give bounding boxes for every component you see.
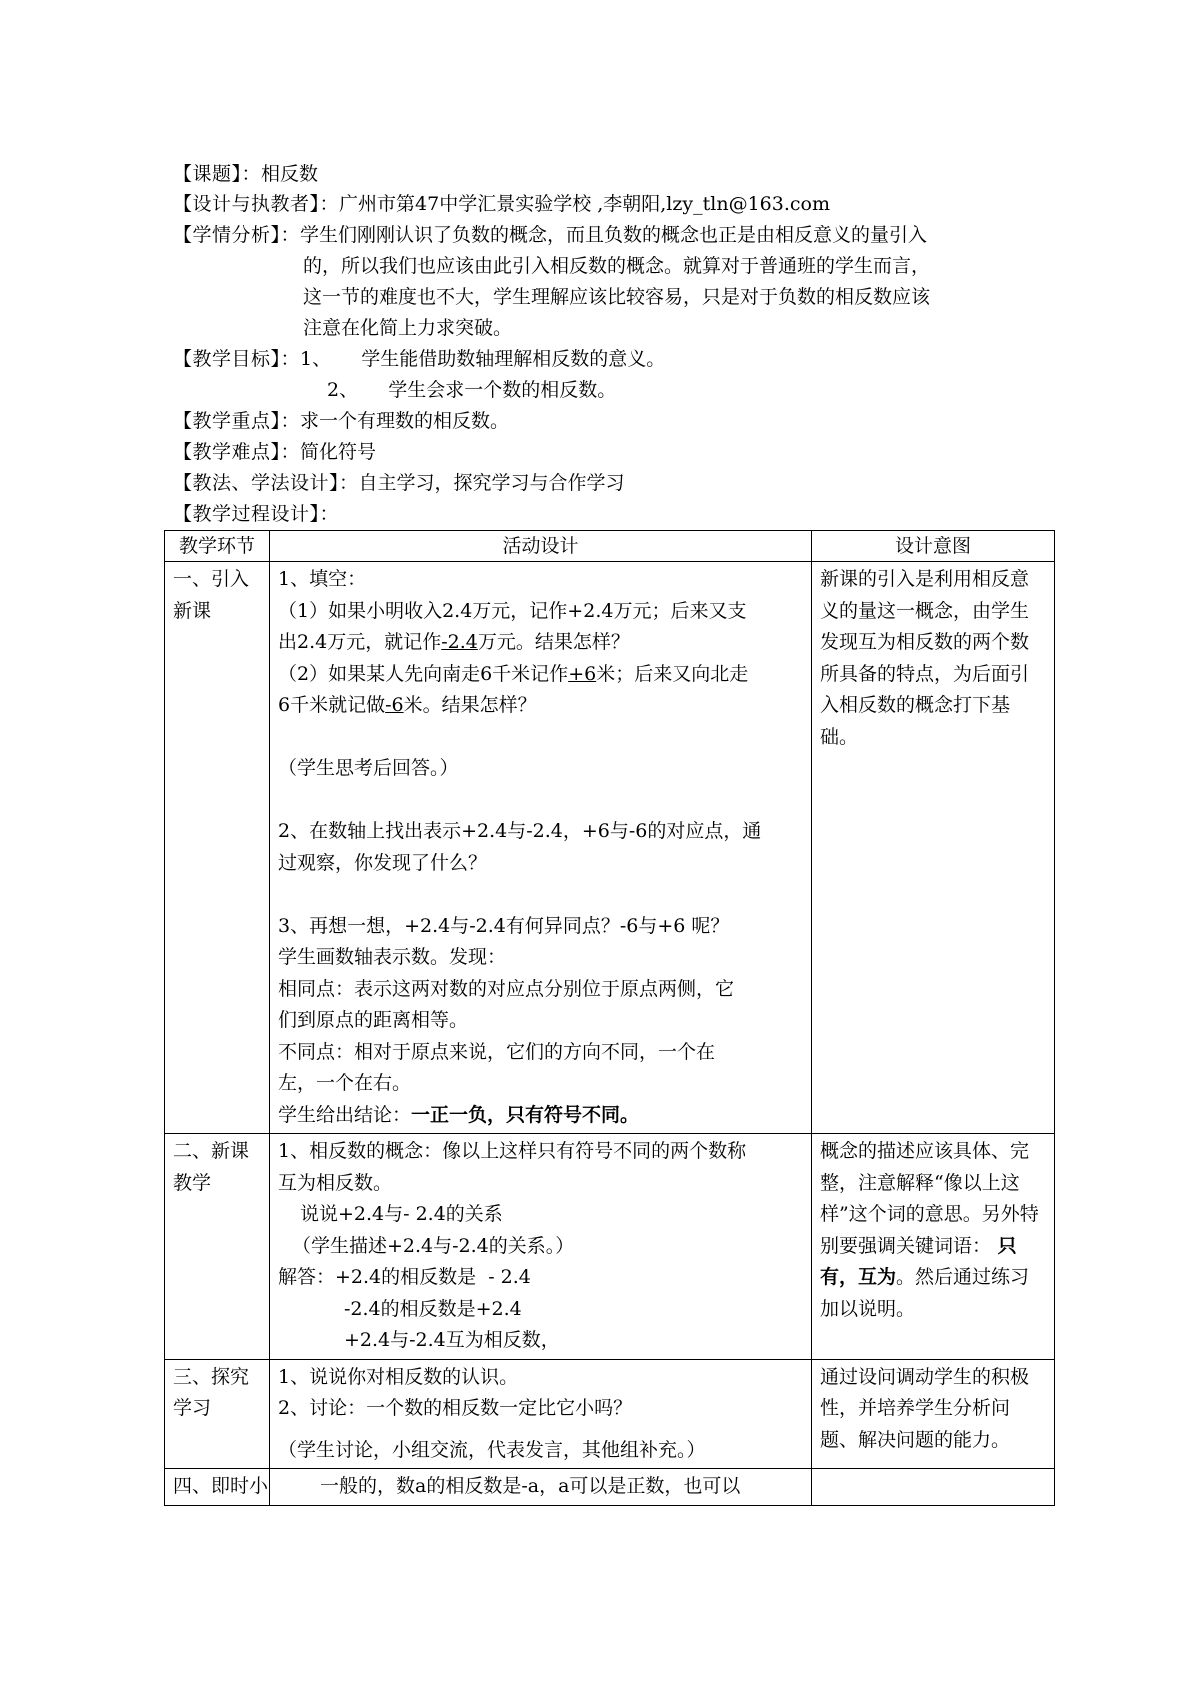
activity-line: 1、相反数的概念：像以上这样只有符号不同的两个数称 [278,1140,747,1162]
stage-cell [165,1469,270,1506]
table-row [165,1134,1055,1360]
difficulty-line [173,437,376,467]
analysis-text-4: 注意在化简上力求突破。 [303,317,513,339]
table-header-row [165,531,1055,562]
table-row [165,562,1055,1134]
activity-line: 解答：+2.4的相反数是 - 2.4 [278,1266,531,1288]
method-label: 【教法、学法设计】： [173,472,359,494]
analysis-line [173,220,927,250]
text-part: 6千米就记做 [278,694,386,716]
topic-line [173,159,318,189]
stage-cell [165,1134,270,1360]
text-part: 万元。结果怎样？ [477,631,630,653]
answer-underline: -2.4 [441,631,478,653]
conclusion-bold: 一正一负，只有符号不同。 [411,1103,640,1126]
stage-cell [165,1359,270,1469]
process-line [173,499,339,529]
activity-line: 们到原点的距离相等。 [278,1009,469,1031]
activity-line: 左，一个在右。 [278,1072,412,1094]
activity-cell [270,1469,812,1506]
answer-underline: +6 [568,662,597,685]
activity-line: 2、在数轴上找出表示+2.4与-2.4，+6与-6的对应点，通 [278,820,762,842]
spacer [278,879,803,911]
difficulty-label: 【教学难点】： [173,441,301,463]
activity-cell [270,1134,812,1360]
intent-cell [812,562,1055,1134]
stage-text: 二、新课教学 [173,1140,250,1194]
activity-line: 学生画数轴表示数。发现： [278,946,507,968]
intent-cell [812,1359,1055,1469]
activity-line: （学生描述+2.4与-2.4的关系。） [292,1234,575,1257]
activity-line: （1）如果小明收入2.4万元，记作+2.4万元；后来又支 [278,599,747,622]
analysis-text-3: 这一节的难度也不大，学生理解应该比较容易，只是对于负数的相反数应该 [303,286,931,308]
stage-text: 四、即时小 [173,1475,269,1497]
header-activity: 活动设计 [270,531,812,562]
text-part: 学生给出结论： [278,1103,412,1126]
activity-line [278,627,803,659]
designer-line [173,189,830,219]
activity-line: 相同点：表示这两对数的对应点分别位于原点两侧，它 [278,977,735,1000]
stage-text: 一、引入新课 [173,568,250,622]
intent-text: 通过设问调动学生的积极性，并培养学生分析问题、解决问题的能力。 [820,1365,1030,1451]
focus-label: 【教学重点】： [173,410,301,432]
spacer [278,1425,803,1435]
answer-underline: -6 [385,694,404,716]
topic-label: 【课题】： [173,163,262,185]
process-label: 【教学过程设计】： [173,503,340,525]
activity-cell [270,562,812,1134]
intent-keywords: 只有，互为 [820,1234,1017,1288]
designer-value: 广州市第47中学汇景实验学校 ,李朝阳,lzy_tln@163.com [339,193,830,215]
activity-line [278,659,803,691]
focus-value: 求一个有理数的相反数。 [300,410,510,432]
intent-cell [812,1469,1055,1506]
focus-line [173,406,509,436]
intent-text: 。然后通过练习加以说明。 [820,1266,1030,1320]
designer-label: 【设计与执教者】： [173,193,340,215]
analysis-label: 【学情分析】： [173,224,301,246]
goal-2: 2、 学生会求一个数的相反数。 [327,379,617,401]
activity-line: 不同点：相对于原点来说，它们的方向不同，一个在 [278,1040,716,1063]
teaching-process-table [164,530,1055,1506]
text-part: 米；后来又向北走 [596,662,749,685]
activity-line: （学生讨论，小组交流，代表发言，其他组补充。） [278,1438,706,1461]
header-intent: 设计意图 [812,531,1055,562]
spacer [278,785,803,817]
intent-text: 新课的引入是利用相反意义的量这一概念，由学生发现互为相反数的两个数所具备的特点，为后面引入相反数的概念打下基础。 [820,568,1030,748]
text-part: （2）如果某人先向南走6千米记作 [278,662,569,685]
activity-line: -2.4的相反数是+2.4 [344,1297,522,1320]
stage-cell [165,562,270,1134]
activity-cell [270,1359,812,1469]
activity-line [278,690,803,722]
spacer [278,722,803,754]
activity-line: +2.4与-2.4互为相反数， [344,1329,560,1351]
activity-line: 1、说说你对相反数的认识。 [278,1365,519,1388]
goals-line [173,344,665,374]
analysis-text-2: 的，所以我们也应该由此引入相反数的概念。就算对于普通班的学生而言， [303,255,931,277]
activity-line: 3、再想一想，+2.4与-2.4有何异同点？-6与+6 呢？ [278,914,730,937]
method-line [173,468,625,498]
activity-line: 过观察，你发现了什么？ [278,851,488,874]
table-row [165,1359,1055,1469]
goals-label: 【教学目标】： [173,348,301,370]
activity-line: 2、讨论：一个数的相反数一定比它小吗？ [278,1397,633,1419]
activity-line: 说说+2.4与- 2.4的关系 [300,1203,503,1225]
intent-text: 概念的描述应该具体、完整，注意解释“像以上这样”这个词的意思。另外特别要强调关键词语： [820,1140,1039,1257]
intent-cell [812,1134,1055,1360]
stage-text: 三、探究学习 [173,1365,250,1419]
activity-line: （学生思考后回答。） [278,757,459,779]
activity-line: 1、填空： [278,568,367,590]
goal-1: 1、 学生能借助数轴理解相反数的意义。 [300,348,666,370]
topic-value: 相反数 [261,163,319,185]
difficulty-value: 简化符号 [300,441,377,463]
activity-line: 互为相反数。 [278,1171,393,1194]
text-part: 米。结果怎样？ [403,694,537,716]
table-row [165,1469,1055,1506]
text-part: 出2.4万元，就记作 [278,631,442,653]
method-value: 自主学习，探究学习与合作学习 [358,472,625,494]
header-stage: 教学环节 [165,531,270,562]
analysis-text-1: 学生们刚刚认识了负数的概念，而且负数的概念也正是由相反意义的量引入 [300,224,928,246]
activity-line: 一般的，数a的相反数是-a，a可以是正数，也可以 [320,1475,741,1497]
activity-line [278,1100,803,1132]
